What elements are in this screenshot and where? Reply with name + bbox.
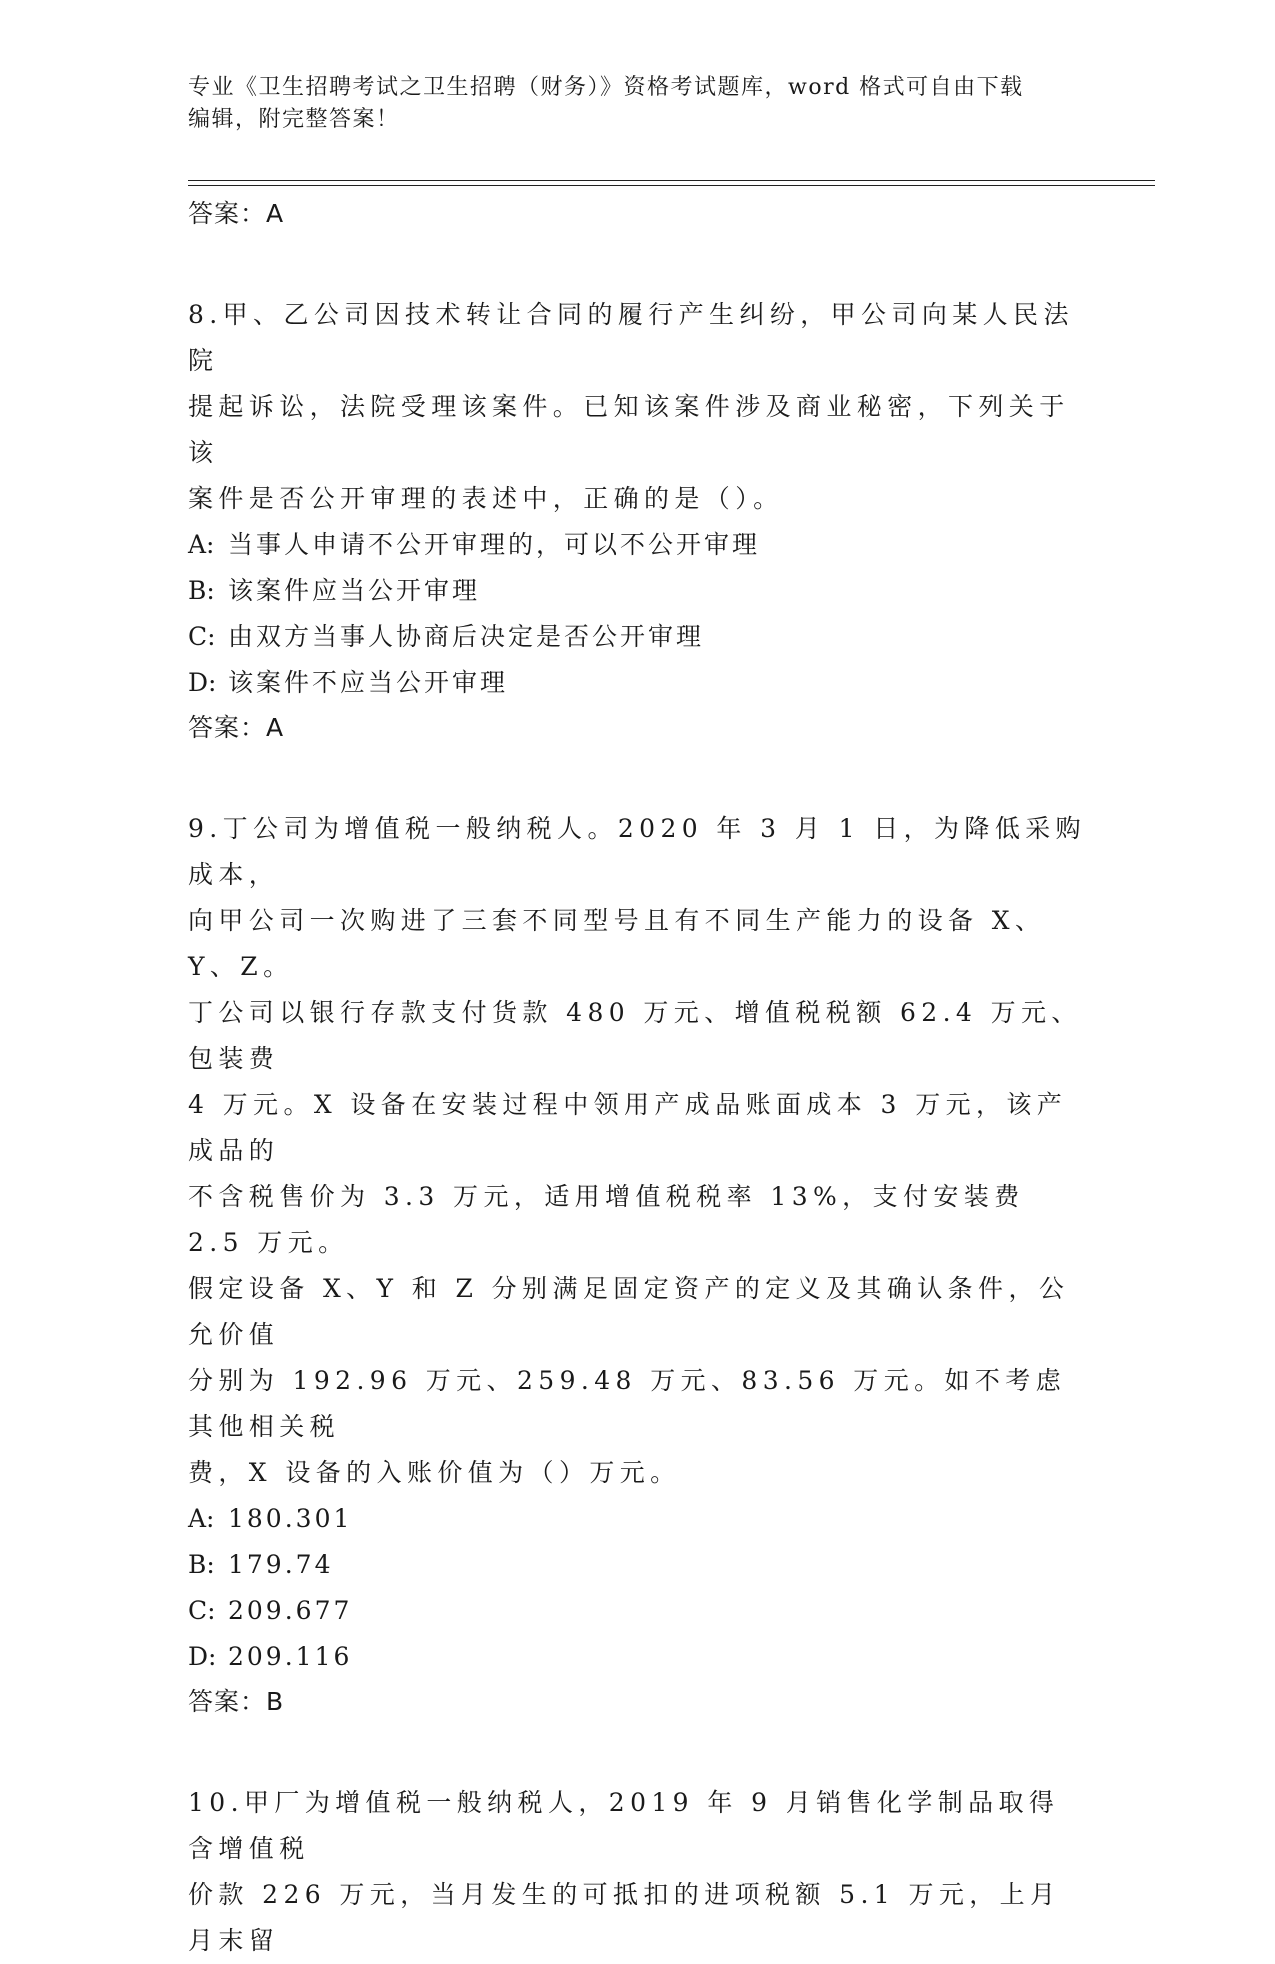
header-divider-top xyxy=(188,180,1155,181)
option-b xyxy=(188,568,1088,614)
option-key: C: xyxy=(188,622,216,651)
stem-line: 不含税售价为 3.3 万元，适用增值税税率 13%，支付安装费 2.5 万元。 xyxy=(188,1182,1025,1257)
question-stem xyxy=(188,1780,1088,1964)
option-text: 当事人申请不公开审理的，可以不公开审理 xyxy=(228,530,761,559)
answer-label: 答案：A xyxy=(188,713,285,742)
option-key: A: xyxy=(188,1504,215,1533)
header-divider-bottom xyxy=(188,185,1155,186)
question-stem xyxy=(188,806,1088,1496)
option-text: 209.116 xyxy=(228,1642,353,1671)
option-c xyxy=(188,614,1088,660)
option-text: 179.74 xyxy=(228,1550,334,1579)
header-line-1: 专业《卫生招聘考试之卫生招聘（财务）》资格考试题库，word 格式可自由下载 xyxy=(188,75,1024,100)
previous-answer: 答案：A xyxy=(188,199,285,228)
stem-line: 提起诉讼，法院受理该案件。已知该案件涉及商业秘密，下列关于该 xyxy=(188,392,1070,467)
stem-line: 案件是否公开审理的表述中，正确的是（）。 xyxy=(188,484,784,513)
option-a xyxy=(188,522,1088,568)
question-10 xyxy=(188,1780,1088,1964)
question-8 xyxy=(188,292,1088,750)
stem-line: 8.甲、乙公司因技术转让合同的履行产生纠纷，甲公司向某人民法院 xyxy=(188,300,1074,375)
question-9 xyxy=(188,806,1088,1724)
stem-line: 丁公司以银行存款支付货款 480 万元、增值税税额 62.4 万元、包装费 xyxy=(188,998,1082,1073)
answer-label: 答案：B xyxy=(188,1687,285,1716)
option-b xyxy=(188,1542,1088,1588)
option-key: A: xyxy=(188,530,215,559)
option-text: 该案件应当公开审理 xyxy=(228,576,481,605)
option-text: 209.677 xyxy=(228,1596,353,1625)
option-text: 该案件不应当公开审理 xyxy=(228,668,509,697)
stem-line: 费，X 设备的入账价值为（）万元。 xyxy=(188,1458,681,1487)
header-line-2: 编辑，附完整答案！ xyxy=(188,107,400,132)
option-a xyxy=(188,1496,1088,1542)
option-key: D: xyxy=(188,668,217,697)
option-key: D: xyxy=(188,1642,217,1671)
document-header xyxy=(188,72,1088,136)
option-key: C: xyxy=(188,1596,216,1625)
stem-line: 10.甲厂为增值税一般纳税人，2019 年 9 月销售化学制品取得含增值税 xyxy=(188,1788,1060,1863)
option-d xyxy=(188,660,1088,706)
stem-line: 价款 226 万元，当月发生的可抵扣的进项税额 5.1 万元，上月月末留 xyxy=(188,1880,1061,1955)
stem-line: 向甲公司一次购进了三套不同型号且有不同生产能力的设备 X、Y、Z。 xyxy=(188,906,1046,981)
option-key: B: xyxy=(188,1550,215,1579)
option-d xyxy=(188,1634,1088,1680)
stem-line: 9.丁公司为增值税一般纳税人。2020 年 3 月 1 日，为降低采购成本， xyxy=(188,814,1087,889)
option-text: 由双方当事人协商后决定是否公开审理 xyxy=(228,622,705,651)
option-c xyxy=(188,1588,1088,1634)
question-stem xyxy=(188,292,1088,522)
stem-line: 分别为 192.96 万元、259.48 万元、83.56 万元。如不考虑其他相关税 xyxy=(188,1366,1067,1441)
option-key: B: xyxy=(188,576,215,605)
stem-line: 4 万元。X 设备在安装过程中领用产成品账面成本 3 万元，该产成品的 xyxy=(188,1090,1068,1165)
stem-line: 假定设备 X、Y 和 Z 分别满足固定资产的定义及其确认条件，公允价值 xyxy=(188,1274,1070,1349)
question-content xyxy=(188,192,1088,1964)
option-text: 180.301 xyxy=(228,1504,353,1533)
